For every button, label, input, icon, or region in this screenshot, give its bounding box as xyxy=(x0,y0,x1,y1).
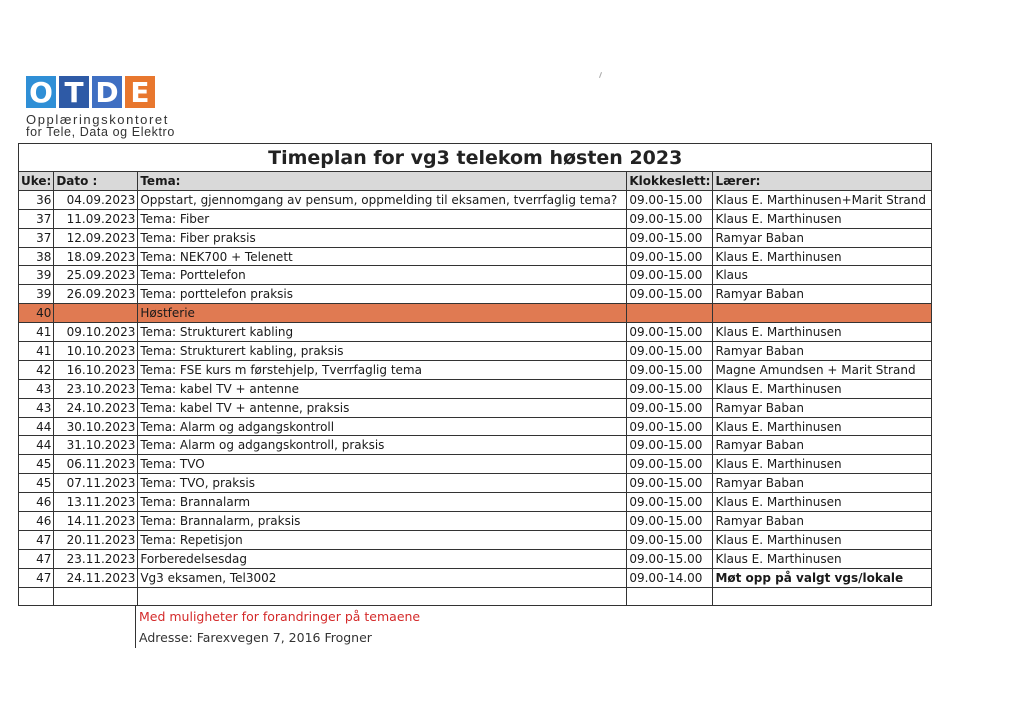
holiday-row xyxy=(19,304,932,323)
cell-dato: 10.10.2023 xyxy=(54,342,138,361)
header-tema: Tema: xyxy=(138,172,627,191)
cell-tema: Forberedelsesdag xyxy=(138,549,627,568)
cell-klokkeslett: 09.00-15.00 xyxy=(627,228,713,247)
cell-dato: 24.11.2023 xyxy=(54,568,138,587)
cell-dato: 06.11.2023 xyxy=(54,455,138,474)
cell-uke: 43 xyxy=(19,379,54,398)
cell-klokkeslett: 09.00-15.00 xyxy=(627,285,713,304)
cell-laerer: Ramyar Baban xyxy=(713,228,932,247)
cell-dato: 07.11.2023 xyxy=(54,474,138,493)
cell-tema: Vg3 eksamen, Tel3002 xyxy=(138,568,627,587)
cell-uke: 42 xyxy=(19,360,54,379)
cell-tema: Tema: Brannalarm xyxy=(138,493,627,512)
cell-klokkeslett: 09.00-15.00 xyxy=(627,455,713,474)
cell-laerer: Ramyar Baban xyxy=(713,474,932,493)
cell-uke: 43 xyxy=(19,398,54,417)
cell-klokkeslett: 09.00-15.00 xyxy=(627,398,713,417)
table-row xyxy=(19,323,932,342)
cell-laerer: Møt opp på valgt vgs/lokale xyxy=(713,568,932,587)
cell-uke: 44 xyxy=(19,436,54,455)
cell-tema: Tema: TVO, praksis xyxy=(138,474,627,493)
cell-uke: 38 xyxy=(19,247,54,266)
cell-dato: 14.11.2023 xyxy=(54,512,138,531)
cell-laerer: Ramyar Baban xyxy=(713,342,932,361)
cell-klokkeslett: 09.00-15.00 xyxy=(627,493,713,512)
cell-tema: Tema: kabel TV + antenne xyxy=(138,379,627,398)
cell-dato: 13.11.2023 xyxy=(54,493,138,512)
changes-note: Med muligheter for forandringer på temaene xyxy=(139,609,421,624)
scan-speck xyxy=(599,72,602,78)
table-row xyxy=(19,190,932,209)
cell-uke: 46 xyxy=(19,512,54,531)
cell-uke: 47 xyxy=(19,530,54,549)
cell-dato: 24.10.2023 xyxy=(54,398,138,417)
cell-laerer: Klaus E. Marthinusen xyxy=(713,549,932,568)
cell-uke: 40 xyxy=(19,304,54,323)
cell-tema: Tema: Alarm og adgangskontroll, praksis xyxy=(138,436,627,455)
cell-tema: Tema: Fiber praksis xyxy=(138,228,627,247)
cell-klokkeslett: 09.00-15.00 xyxy=(627,209,713,228)
cell-tema: Tema: Strukturert kabling xyxy=(138,323,627,342)
schedule-table xyxy=(18,143,932,606)
cell-klokkeslett: 09.00-15.00 xyxy=(627,549,713,568)
cell-laerer: Klaus E. Marthinusen xyxy=(713,493,932,512)
cell-klokkeslett: 09.00-15.00 xyxy=(627,512,713,531)
cell-laerer: Klaus E. Marthinusen xyxy=(713,247,932,266)
cell-tema: Høstferie xyxy=(138,304,627,323)
title-row xyxy=(19,144,932,172)
cell-tema: Tema: Repetisjon xyxy=(138,530,627,549)
empty-cell xyxy=(713,587,932,605)
table-row xyxy=(19,247,932,266)
cell-klokkeslett: 09.00-15.00 xyxy=(627,474,713,493)
cell-klokkeslett: 09.00-15.00 xyxy=(627,417,713,436)
cell-dato: 31.10.2023 xyxy=(54,436,138,455)
cell-klokkeslett: 09.00-15.00 xyxy=(627,190,713,209)
cell-laerer: Ramyar Baban xyxy=(713,512,932,531)
table-row xyxy=(19,474,932,493)
notes xyxy=(135,606,420,648)
header-row xyxy=(19,172,932,191)
empty-row xyxy=(19,587,932,605)
header-uke: Uke: xyxy=(19,172,54,191)
cell-dato: 30.10.2023 xyxy=(54,417,138,436)
table-row xyxy=(19,512,932,531)
table-row xyxy=(19,285,932,304)
empty-cell xyxy=(627,587,713,605)
cell-tema: Oppstart, gjennomgang av pensum, oppmelding til eksamen, tverrfaglig tema? xyxy=(138,190,627,209)
otde-logo xyxy=(26,76,196,138)
cell-laerer: Klaus E. Marthinusen xyxy=(713,530,932,549)
logo-letter-t: T xyxy=(59,76,89,108)
cell-uke: 41 xyxy=(19,323,54,342)
cell-tema: Tema: Fiber xyxy=(138,209,627,228)
table-row xyxy=(19,342,932,361)
cell-dato: 18.09.2023 xyxy=(54,247,138,266)
cell-dato: 25.09.2023 xyxy=(54,266,138,285)
cell-dato: 12.09.2023 xyxy=(54,228,138,247)
cell-uke: 45 xyxy=(19,474,54,493)
cell-dato: 11.09.2023 xyxy=(54,209,138,228)
cell-tema: Tema: FSE kurs m førstehjelp, Tverrfaglig tema xyxy=(138,360,627,379)
cell-klokkeslett: 09.00-15.00 xyxy=(627,436,713,455)
cell-tema: Tema: Strukturert kabling, praksis xyxy=(138,342,627,361)
empty-cell xyxy=(19,587,54,605)
cell-dato: 23.11.2023 xyxy=(54,549,138,568)
table-row xyxy=(19,379,932,398)
page-title: Timeplan for vg3 telekom høsten 2023 xyxy=(19,144,932,172)
header-dato: Dato : xyxy=(54,172,138,191)
cell-laerer: Ramyar Baban xyxy=(713,436,932,455)
cell-dato: 23.10.2023 xyxy=(54,379,138,398)
table-row xyxy=(19,209,932,228)
logo-letter-o: O xyxy=(26,76,56,108)
cell-uke: 47 xyxy=(19,549,54,568)
cell-dato: 26.09.2023 xyxy=(54,285,138,304)
cell-uke: 37 xyxy=(19,228,54,247)
cell-tema: Tema: Brannalarm, praksis xyxy=(138,512,627,531)
logo-org-sub: for Tele, Data og Elektro xyxy=(26,125,175,139)
table-row xyxy=(19,436,932,455)
empty-cell xyxy=(138,587,627,605)
cell-uke: 45 xyxy=(19,455,54,474)
header-laerer: Lærer: xyxy=(713,172,932,191)
logo-letter-d: D xyxy=(92,76,122,108)
cell-uke: 47 xyxy=(19,568,54,587)
table-row xyxy=(19,549,932,568)
cell-klokkeslett: 09.00-15.00 xyxy=(627,360,713,379)
cell-laerer: Klaus E. Marthinusen xyxy=(713,379,932,398)
cell-laerer: Klaus E. Marthinusen xyxy=(713,209,932,228)
cell-laerer: Ramyar Baban xyxy=(713,398,932,417)
cell-laerer xyxy=(713,304,932,323)
cell-dato: 16.10.2023 xyxy=(54,360,138,379)
cell-klokkeslett: 09.00-15.00 xyxy=(627,379,713,398)
cell-uke: 46 xyxy=(19,493,54,512)
cell-uke: 39 xyxy=(19,285,54,304)
logo-org-name: Opplæringskontoret xyxy=(26,112,169,127)
cell-tema: Tema: porttelefon praksis xyxy=(138,285,627,304)
cell-laerer: Klaus xyxy=(713,266,932,285)
table-row xyxy=(19,455,932,474)
table-row xyxy=(19,417,932,436)
cell-tema: Tema: kabel TV + antenne, praksis xyxy=(138,398,627,417)
cell-uke: 39 xyxy=(19,266,54,285)
cell-uke: 44 xyxy=(19,417,54,436)
table-row xyxy=(19,266,932,285)
cell-dato: 04.09.2023 xyxy=(54,190,138,209)
table-row xyxy=(19,398,932,417)
cell-laerer: Ramyar Baban xyxy=(713,285,932,304)
cell-laerer: Klaus E. Marthinusen+Marit Strand xyxy=(713,190,932,209)
cell-uke: 41 xyxy=(19,342,54,361)
cell-klokkeslett: 09.00-14.00 xyxy=(627,568,713,587)
cell-tema: Tema: Alarm og adgangskontroll xyxy=(138,417,627,436)
cell-dato: 09.10.2023 xyxy=(54,323,138,342)
cell-tema: Tema: Porttelefon xyxy=(138,266,627,285)
table-row xyxy=(19,228,932,247)
cell-dato xyxy=(54,304,138,323)
table-row xyxy=(19,568,932,587)
empty-cell xyxy=(54,587,138,605)
logo-letters xyxy=(26,76,196,108)
logo-letter-e: E xyxy=(125,76,155,108)
cell-klokkeslett: 09.00-15.00 xyxy=(627,342,713,361)
cell-dato: 20.11.2023 xyxy=(54,530,138,549)
cell-klokkeslett: 09.00-15.00 xyxy=(627,530,713,549)
header-klokkeslett: Klokkeslett: xyxy=(627,172,713,191)
cell-laerer: Klaus E. Marthinusen xyxy=(713,417,932,436)
table-row xyxy=(19,493,932,512)
cell-laerer: Magne Amundsen + Marit Strand xyxy=(713,360,932,379)
schedule-body xyxy=(19,144,932,606)
cell-laerer: Klaus E. Marthinusen xyxy=(713,323,932,342)
cell-klokkeslett: 09.00-15.00 xyxy=(627,247,713,266)
cell-klokkeslett xyxy=(627,304,713,323)
cell-uke: 36 xyxy=(19,190,54,209)
table-row xyxy=(19,530,932,549)
cell-klokkeslett: 09.00-15.00 xyxy=(627,266,713,285)
address-note: Adresse: Farexvegen 7, 2016 Frogner xyxy=(139,630,372,645)
cell-klokkeslett: 09.00-15.00 xyxy=(627,323,713,342)
cell-laerer: Klaus E. Marthinusen xyxy=(713,455,932,474)
cell-uke: 37 xyxy=(19,209,54,228)
cell-tema: Tema: TVO xyxy=(138,455,627,474)
table-row xyxy=(19,360,932,379)
cell-tema: Tema: NEK700 + Telenett xyxy=(138,247,627,266)
